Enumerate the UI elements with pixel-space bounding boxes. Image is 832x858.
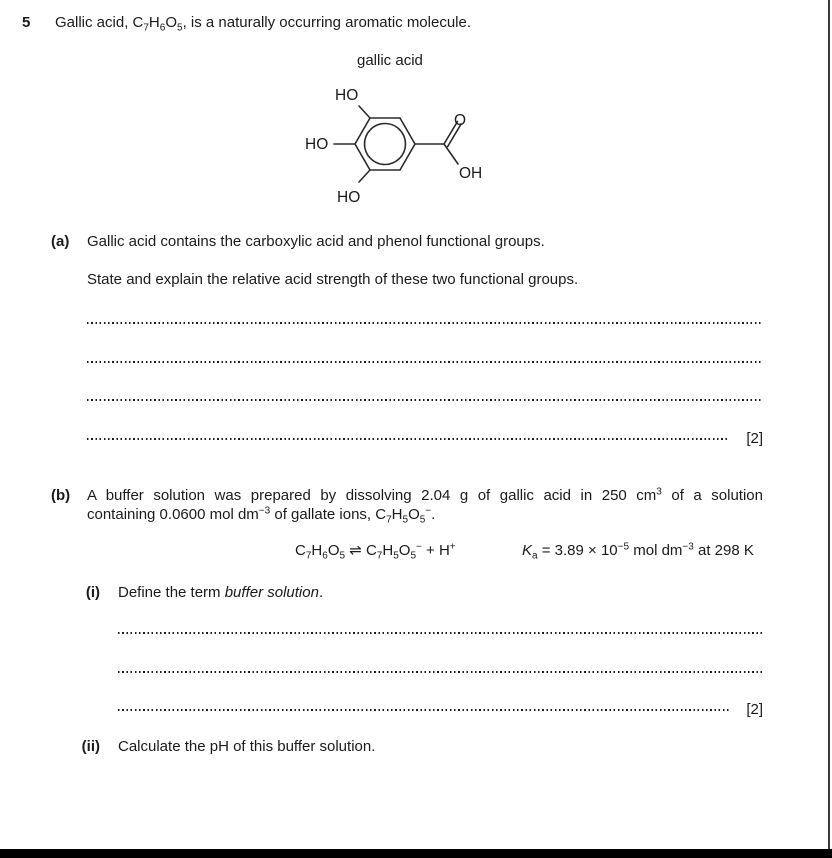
structure-title: gallic acid [357,52,423,69]
part-b-ii-prompt: Calculate the pH of this buffer solution. [118,738,376,755]
question-number: 5 [22,14,31,31]
answer-line [87,438,729,440]
part-a-label: (a) [51,233,70,250]
part-b-intro-line2: containing 0.0600 mol $dm^{-3}$ of gallate ions, $C_7H_5O_5^-$. [87,505,436,526]
answer-line [87,361,763,363]
atom-label-hydroxyl-oh: OH [459,165,483,182]
bond-carboxyl-oh [444,144,458,164]
atom-label-carbonyl-o: O [454,112,467,129]
part-b-ii-label: (ii) [81,738,100,755]
page-bottom-bar [0,849,832,858]
part-b-i-prompt: Define the term buffer solution. [118,584,324,601]
question-intro: Gallic acid, $C_7H_6O_5$, is a naturally occurring aromatic molecule. [55,14,472,34]
part-b-intro-line1: A buffer solution was prepared by dissolving 2.04 g of gallic acid in 250 $cm^3$ of a solution [87,486,763,504]
gallic-acid-structure-diagram [300,74,495,214]
answer-line [87,322,763,324]
part-b-label: (b) [51,487,71,504]
part-b-i-label: (i) [85,584,100,601]
part-a-statement: Gallic acid contains the carboxylic acid and phenol functional groups. [87,233,545,250]
ka-expression: $K_a = 3.89 \times 10^{-5}$ mol $dm^{-3}$ at 298 K [522,541,754,562]
aromatic-ring-circle [365,124,406,165]
part-b-i-marks: [2] [746,701,763,718]
atom-label-ho-bottom: HO [337,189,361,206]
answer-line [87,399,763,401]
page-edge-line [828,0,830,849]
atom-label-ho-left: HO [305,136,329,153]
answer-line [118,709,731,711]
answer-line [118,671,763,673]
bond-top-hydroxyl [359,106,370,118]
answer-line [118,632,763,634]
bond-bottom-hydroxyl [359,170,370,182]
atom-label-ho-top: HO [335,87,359,104]
part-a-instruction: State and explain the relative acid strength of these two functional groups. [87,271,579,288]
equilibrium-equation: $C_7H_6O_5$ ⇌ $C_7H_5O_5^- + H^+$ [295,541,456,562]
part-a-marks: [2] [746,430,763,447]
